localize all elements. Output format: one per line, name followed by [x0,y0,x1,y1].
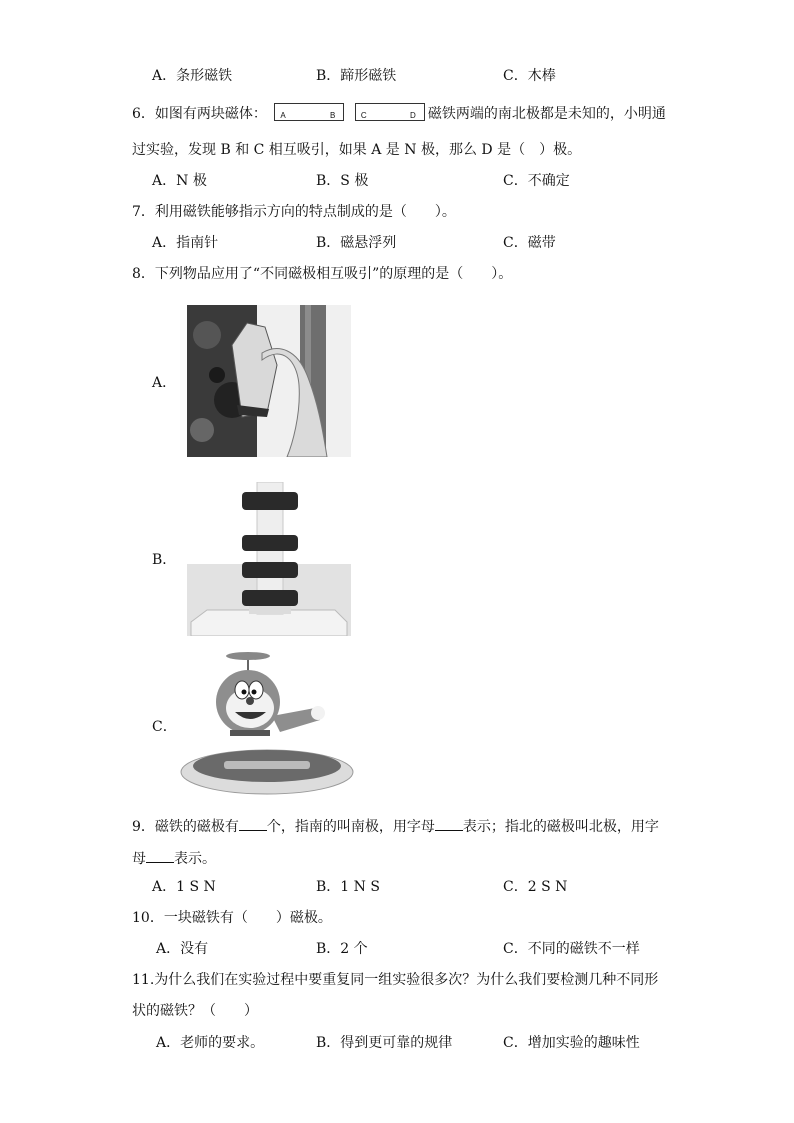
q10-option-a: A．没有 [156,941,209,957]
magnet-ab: A B [274,103,344,121]
magnet-cd: C D [355,103,425,121]
levitating-toy-image [180,650,354,796]
q8-question: 8．下列物品应用了“不同磁极相互吸引”的原理的是（ ）。 [132,266,513,282]
magnetic-rings-image [187,482,351,636]
q7-question: 7．利用磁铁能够指示方向的特点制成的是（ ）。 [132,204,456,220]
q7-option-a: A．指南针 [152,235,219,251]
q9-question-line1: 9．磁铁的磁极有 个，指南的叫南极，用字母 表示；指北的磁极叫北极，用字 [132,816,659,837]
q6-question-line1: 6．如图有两块磁体： A B C D 磁铁两端的南北极都是未知的，小明通 [132,103,666,124]
q11-option-b: B．得到更可靠的规律 [316,1035,453,1051]
q11-option-c: C．增加实验的趣味性 [503,1035,640,1051]
q6-option-a: A．N 极 [152,173,207,189]
q6-option-b: B．S 极 [316,173,369,189]
q6-option-c: C．不确定 [503,173,570,189]
q9-question-line2: 母 表示。 [132,848,216,869]
q9-option-b: B．1 N S [316,879,380,895]
blank-3[interactable] [146,848,174,863]
q11-question-line1: 11.为什么我们在实验过程中要重复同一组实验很多次？为什么我们要检测几种不同形 [132,972,659,988]
q11-option-a: A．老师的要求。 [156,1035,265,1051]
q10-question: 10．一块磁铁有（ ）磁极。 [132,910,332,926]
q8-option-a-label: A． [152,375,177,391]
q11-question-line2: 状的磁铁？（ ） [132,1003,258,1019]
blank-1[interactable] [239,816,267,831]
q6-question-line2: 过实验，发现 B 和 C 相互吸引，如果 A 是 N 极，那么 D 是（ ）极。 [132,142,582,158]
q8-option-c-label: C． [152,719,177,735]
blank-2[interactable] [435,816,463,831]
q8-option-b-label: B． [152,552,177,568]
q5-option-c: C．木棒 [503,68,556,84]
q5-option-a: A．条形磁铁 [152,68,233,84]
q5-option-b: B．蹄形磁铁 [316,68,397,84]
q7-option-c: C．磁带 [503,235,556,251]
q10-option-c: C．不同的磁铁不一样 [503,941,640,957]
q9-option-c: C．2 S N [503,879,568,895]
q10-option-b: B．2 个 [316,941,368,957]
q7-option-b: B．磁悬浮列 [316,235,397,251]
q9-option-a: A．1 S N [152,879,216,895]
window-cleaner-image [187,305,351,457]
